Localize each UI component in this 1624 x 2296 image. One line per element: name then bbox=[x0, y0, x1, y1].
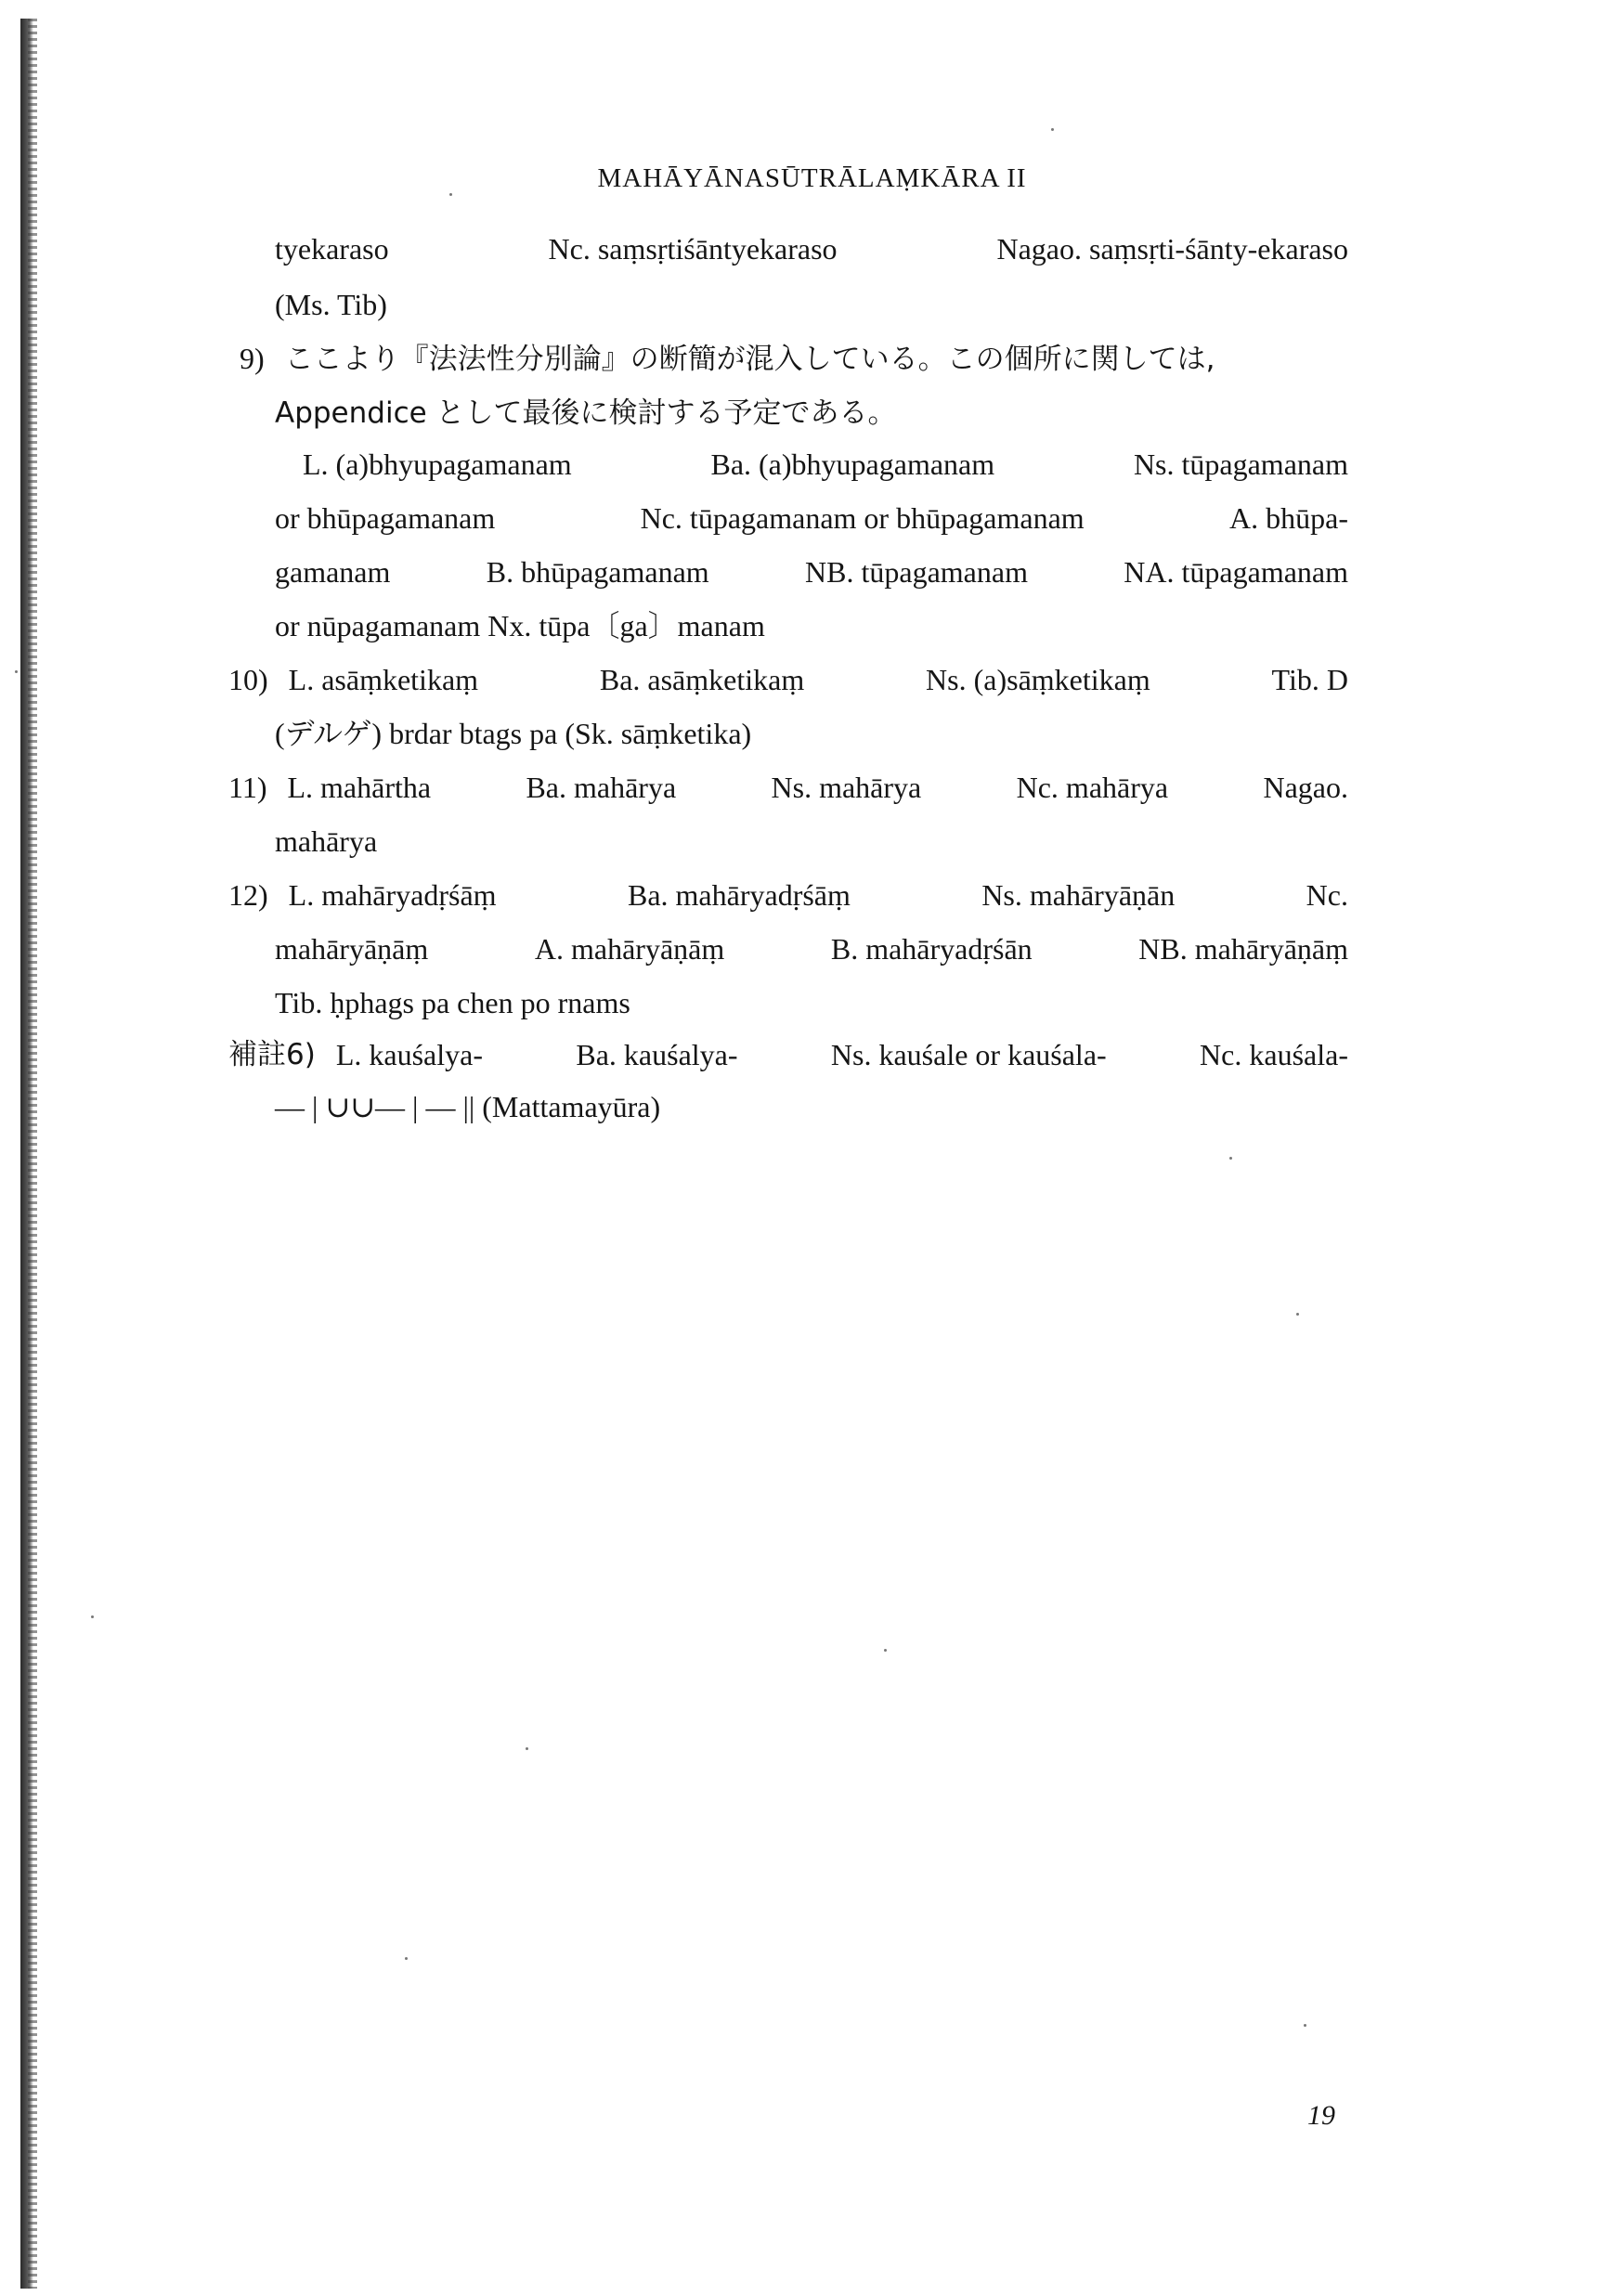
note-segment: Nc. bbox=[1306, 878, 1348, 912]
note-text: mahārya bbox=[275, 824, 378, 858]
note-line-4 bbox=[275, 394, 897, 432]
note-segment: gamanam bbox=[275, 555, 391, 589]
note-segment: Ba. mahārya bbox=[526, 771, 677, 804]
scan-speck bbox=[1229, 1157, 1232, 1160]
note-segment: L. mahāryadṛśāṃ bbox=[288, 878, 497, 912]
note-segment: mahāryāṇāṃ bbox=[275, 932, 429, 966]
note-segment: Ba. asāṃketikaṃ bbox=[599, 663, 805, 696]
note-line-14 bbox=[275, 930, 1348, 967]
note-segment: NB. mahāryāṇāṃ bbox=[1138, 932, 1348, 966]
note-line-2 bbox=[275, 286, 387, 323]
note-segment: Nagao. saṃsṛti-śānty-ekaraso bbox=[996, 232, 1348, 266]
note-segment: B. bhūpagamanam bbox=[486, 555, 709, 589]
note-segment: A. mahāryāṇāṃ bbox=[534, 932, 725, 966]
note-number: 12) bbox=[228, 878, 268, 912]
page-number: 19 bbox=[1307, 2100, 1335, 2131]
scan-speck bbox=[91, 1615, 94, 1618]
note-segment: Nc. tūpagamanam or bhūpagamanam bbox=[640, 501, 1085, 535]
note-segment: L. (a)bhyupagamanam bbox=[303, 448, 572, 481]
scan-speck bbox=[1304, 2024, 1306, 2027]
note-segment: A. bhūpa- bbox=[1229, 501, 1348, 535]
binding-edge-shadow bbox=[20, 19, 33, 2289]
note-12 bbox=[228, 876, 1348, 914]
note-segment: Ba. (a)bhyupagamanam bbox=[710, 448, 995, 481]
note-text: — | ∪∪— | — || (Mattamayūra) bbox=[275, 1090, 661, 1123]
note-segment: B. mahāryadṛśān bbox=[830, 932, 1033, 966]
scan-speck bbox=[884, 1649, 887, 1652]
note-segment: NA. tūpagamanam bbox=[1124, 555, 1348, 589]
note-line-7 bbox=[275, 553, 1348, 590]
note-segment: Ns. tūpagamanam bbox=[1133, 448, 1348, 481]
note-line-1 bbox=[275, 230, 1348, 267]
note-segment: Nc. mahārya bbox=[1016, 771, 1169, 804]
note-number: 11) bbox=[228, 771, 267, 804]
note-line-15 bbox=[275, 984, 630, 1021]
note-segment: or bhūpagamanam bbox=[275, 501, 496, 535]
note-segment: Ns. mahāryāṇān bbox=[981, 878, 1176, 912]
note-segment: L. mahārtha bbox=[287, 771, 432, 804]
note-segment: Nagao. bbox=[1263, 771, 1348, 804]
note-segment: Ba. kauśalya- bbox=[576, 1038, 738, 1071]
scan-speck bbox=[449, 193, 452, 196]
note-segment: tyekaraso bbox=[275, 232, 389, 266]
note-number: 9) bbox=[240, 342, 265, 375]
note-segment: L. asāṃketikaṃ bbox=[288, 663, 479, 696]
note-11 bbox=[228, 769, 1348, 806]
scan-speck bbox=[1296, 1313, 1299, 1316]
note-10-body bbox=[289, 661, 1348, 698]
note-segment: L. kauśalya- bbox=[335, 1038, 483, 1071]
scan-speck bbox=[526, 1747, 528, 1750]
note-number: 補註6) bbox=[228, 1038, 316, 1071]
scan-speck bbox=[15, 670, 18, 673]
note-11-body bbox=[287, 769, 1348, 806]
scan-speck bbox=[1051, 128, 1054, 131]
note-text: ここより『法法性分別論』の断簡が混入している。この個所に関しては, bbox=[284, 343, 1215, 376]
note-segment: Nc. saṃsṛtiśāntyekaraso bbox=[548, 232, 838, 266]
note-segment: Ba. mahāryadṛśāṃ bbox=[627, 878, 851, 912]
note-segment: Ns. mahārya bbox=[771, 771, 922, 804]
supplementary-note-6 bbox=[228, 1036, 1348, 1073]
note-segment: NB. tūpagamanam bbox=[805, 555, 1028, 589]
note-text: or nūpagamanam Nx. tūpa〔ga〕manam bbox=[275, 609, 765, 642]
note-segment: Nc. kauśala- bbox=[1200, 1038, 1348, 1071]
note-line-5 bbox=[303, 446, 1348, 483]
running-head: MAHĀYĀNASŪTRĀLAṂKĀRA II bbox=[597, 163, 1027, 193]
note-line-10 bbox=[275, 715, 751, 752]
note-line-8 bbox=[275, 607, 765, 644]
note-10 bbox=[228, 661, 1348, 698]
note-text: Appendice として最後に検討する予定である。 bbox=[275, 396, 897, 430]
note-number: 10) bbox=[228, 663, 268, 696]
note-text: (Ms. Tib) bbox=[275, 288, 387, 321]
note-segment: Ns. (a)sāṃketikaṃ bbox=[926, 663, 1150, 696]
supplementary-note-6-body bbox=[336, 1036, 1348, 1073]
note-text: Tib. ḥphags pa chen po rnams bbox=[275, 986, 630, 1019]
note-text: (デルゲ) brdar btags pa (Sk. sāṃketika) bbox=[275, 717, 752, 750]
note-12-body bbox=[289, 876, 1348, 914]
scan-speck bbox=[405, 1957, 408, 1960]
note-segment: Ns. kauśale or kauśala- bbox=[830, 1038, 1107, 1071]
meter-line bbox=[275, 1088, 660, 1125]
note-segment: Tib. D bbox=[1271, 663, 1348, 696]
note-line-6 bbox=[275, 499, 1348, 537]
note-line-12 bbox=[275, 823, 377, 860]
note-9 bbox=[240, 340, 1215, 378]
